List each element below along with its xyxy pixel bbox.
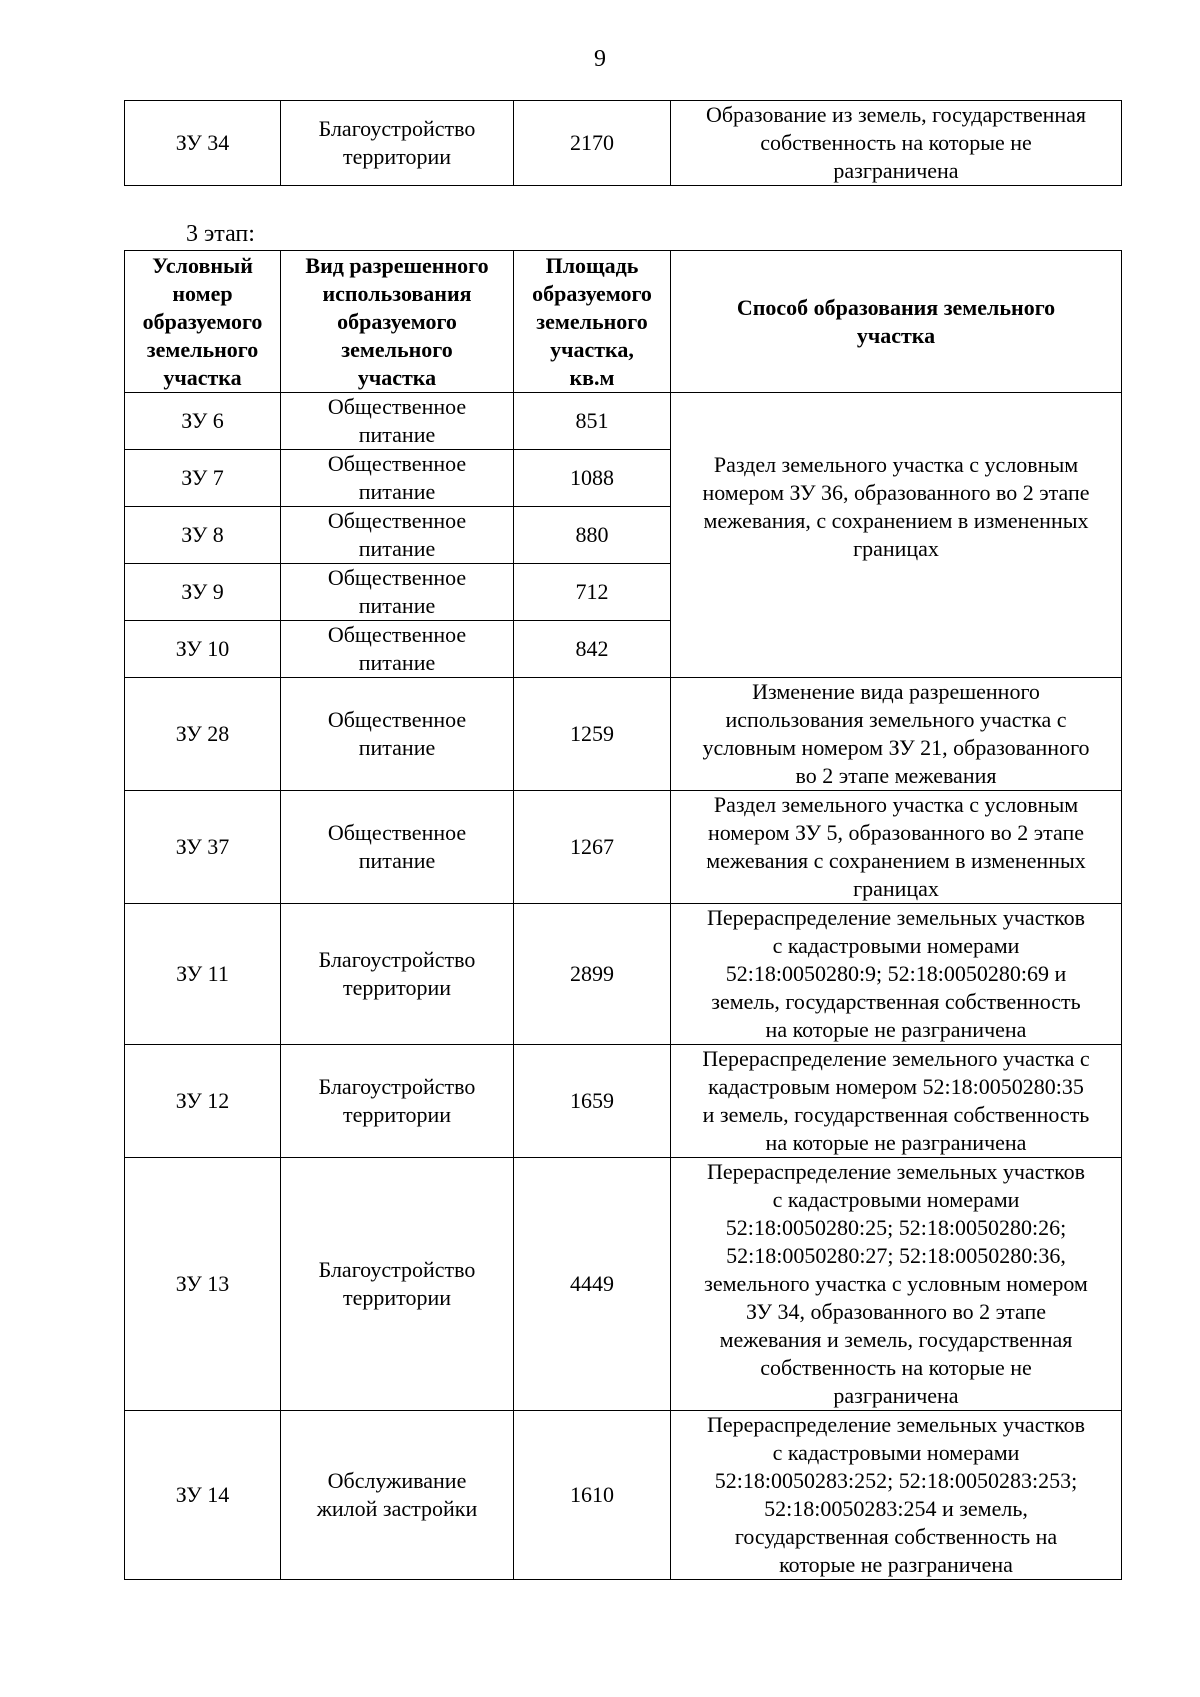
area-cell: 842 <box>514 621 671 678</box>
parcel-number-cell: ЗУ 6 <box>125 393 281 450</box>
table-header-row <box>125 251 1122 393</box>
formation-method-merged-cell: Раздел земельного участка с условным номером ЗУ 36, образованного во 2 этапе межевания, с сохранением в измененных границах <box>671 393 1122 678</box>
area-cell: 2170 <box>514 101 671 186</box>
area-cell: 2899 <box>514 904 671 1045</box>
permitted-use-cell: Общественное питание <box>281 621 514 678</box>
permitted-use-cell: Благоустройство территории <box>281 101 514 186</box>
formation-method-cell: Перераспределение земельных участков с кадастровыми номерами 52:18:0050280:9; 52:18:0050280:69 и земель, государственная собственность на которые не разграничена <box>671 904 1122 1045</box>
permitted-use-cell: Общественное питание <box>281 393 514 450</box>
parcel-number-cell: ЗУ 8 <box>125 507 281 564</box>
area-cell: 1259 <box>514 678 671 791</box>
area-cell: 1267 <box>514 791 671 904</box>
area-cell: 1659 <box>514 1045 671 1158</box>
table-row <box>125 791 1122 904</box>
previous-stage-table-continuation <box>124 100 1122 186</box>
permitted-use-cell: Общественное питание <box>281 450 514 507</box>
parcel-number-cell: ЗУ 28 <box>125 678 281 791</box>
stage-3-parcels-table <box>124 250 1122 1580</box>
table-row <box>125 101 1122 186</box>
table-row <box>125 393 1122 450</box>
formation-method-cell: Перераспределение земельных участков с кадастровыми номерами 52:18:0050280:25; 52:18:0050280:26; 52:18:0050280:27; 52:18:0050280:36, земельного участка с условным номером ЗУ 34, образованного во 2 этапе межевания и земель, государственная собственность на которые не разграничена <box>671 1158 1122 1411</box>
formation-method-cell: Изменение вида разрешенного использования земельного участка с условным номером ЗУ 21, образованного во 2 этапе межевания <box>671 678 1122 791</box>
permitted-use-cell: Общественное питание <box>281 791 514 904</box>
parcel-number-cell: ЗУ 12 <box>125 1045 281 1158</box>
parcel-number-cell: ЗУ 7 <box>125 450 281 507</box>
area-cell: 712 <box>514 564 671 621</box>
table-row <box>125 1158 1122 1411</box>
formation-method-cell: Образование из земель, государственная собственность на которые не разграничена <box>671 101 1122 186</box>
area-cell: 1088 <box>514 450 671 507</box>
page-number: 9 <box>594 46 606 72</box>
header-permitted-use: Вид разрешенного использования образуемого земельного участка <box>281 251 514 393</box>
formation-method-cell: Раздел земельного участка с условным номером ЗУ 5, образованного во 2 этапе межевания с сохранением в измененных границах <box>671 791 1122 904</box>
header-formation-method: Способ образования земельного участка <box>671 251 1122 393</box>
area-cell: 4449 <box>514 1158 671 1411</box>
parcel-number-cell: ЗУ 10 <box>125 621 281 678</box>
header-area: Площадь образуемого земельного участка, кв.м <box>514 251 671 393</box>
permitted-use-cell: Благоустройство территории <box>281 1158 514 1411</box>
permitted-use-cell: Обслуживание жилой застройки <box>281 1411 514 1580</box>
permitted-use-cell: Общественное питание <box>281 678 514 791</box>
area-cell: 880 <box>514 507 671 564</box>
table-row <box>125 1045 1122 1158</box>
formation-method-cell: Перераспределение земельных участков с кадастровыми номерами 52:18:0050283:252; 52:18:0050283:253; 52:18:0050283:254 и земель, государственная собственность на которые не разграничена <box>671 1411 1122 1580</box>
parcel-number-cell: ЗУ 14 <box>125 1411 281 1580</box>
permitted-use-cell: Общественное питание <box>281 564 514 621</box>
formation-method-cell: Перераспределение земельного участка с кадастровым номером 52:18:0050280:35 и земель, государственная собственность на которые не разграничена <box>671 1045 1122 1158</box>
area-cell: 1610 <box>514 1411 671 1580</box>
table-row <box>125 1411 1122 1580</box>
permitted-use-cell: Благоустройство территории <box>281 1045 514 1158</box>
header-parcel-number: Условный номер образуемого земельного участка <box>125 251 281 393</box>
table-row <box>125 678 1122 791</box>
area-cell: 851 <box>514 393 671 450</box>
permitted-use-cell: Благоустройство территории <box>281 904 514 1045</box>
parcel-number-cell: ЗУ 34 <box>125 101 281 186</box>
parcel-number-cell: ЗУ 11 <box>125 904 281 1045</box>
parcel-number-cell: ЗУ 9 <box>125 564 281 621</box>
table-row <box>125 904 1122 1045</box>
permitted-use-cell: Общественное питание <box>281 507 514 564</box>
parcel-number-cell: ЗУ 37 <box>125 791 281 904</box>
parcel-number-cell: ЗУ 13 <box>125 1158 281 1411</box>
stage-3-label: 3 этап: <box>186 221 255 247</box>
